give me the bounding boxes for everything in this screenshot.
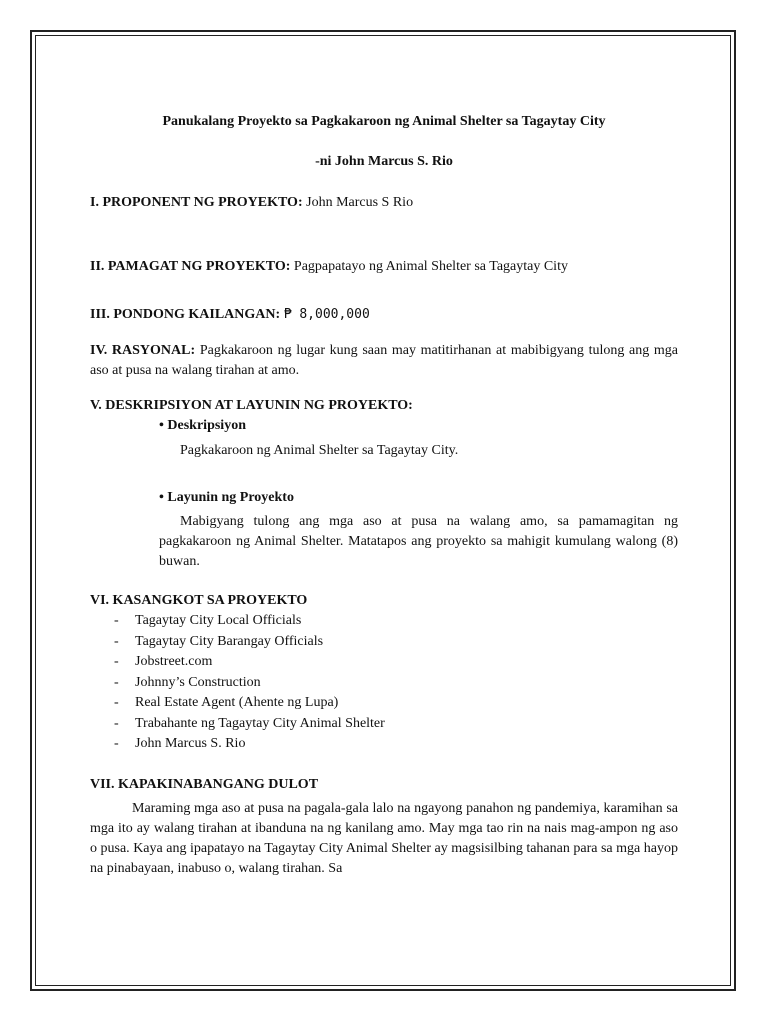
section-involved-heading: VI. KASANGKOT SA PROYEKTO [90,593,308,608]
section-title-label: II. PAMAGAT NG PROYEKTO: [90,259,291,274]
involved-list [90,611,678,755]
list-item: - Tagaytay City Barangay Officials [114,633,324,649]
goal-body: Mabigyang tulong ang mga aso at pusa na walang amo, sa pamamagitan ng pagkakaroon ng Animal Shelter. Matatapos ang proyekto sa mahigit kumulang walong (8) buwan. [159,514,678,569]
document-title: Panukalang Proyekto sa Pagkakaroon ng Animal Shelter sa Tagaytay City [162,114,606,129]
description-body: Pagkakaroon ng Animal Shelter sa Tagaytay City. [180,443,459,458]
list-item: - John Marcus S. Rio [114,736,246,751]
list-item: - Real Estate Agent (Ahente ng Lupa) [114,695,339,710]
section-title [90,257,678,277]
section-proponent [90,193,678,213]
section-rationale [90,341,678,381]
document-author: -ni John Marcus S. Rio [315,154,453,169]
list-item: - Tagaytay City Local Officials [114,613,302,628]
section-proponent-label: I. PROPONENT NG PROYEKTO: [90,195,303,210]
section-description-heading: V. DESKRIPSIYON AT LAYUNIN NG PROYEKTO: [90,398,413,413]
description-subheading: • Deskripsiyon [159,418,246,433]
list-item: - Jobstreet.com [114,654,213,669]
document-body [90,112,678,879]
section-funds [90,305,678,325]
list-item: - Johnny’s Construction [114,674,261,690]
list-item: - Trabahante ng Tagaytay City Animal Shelter [114,715,385,731]
section-proponent-value: John Marcus S Rio [306,195,414,210]
section-funds-value: ₱ 8,000,000 [283,307,370,322]
section-rationale-value: Pagkakaroon ng lugar kung saan may matitirhanan at mabibigyang tulong ang mga aso at pusa na walang tirahan at amo. [90,343,679,378]
goal-subheading: • Layunin ng Proyekto [159,490,294,505]
section-funds-label: III. PONDONG KAILANGAN: [90,307,281,322]
section-rationale-label: IV. RASYONAL: [90,343,196,358]
benefits-body: Maraming mga aso at pusa na pagala-gala lalo na ngayong panahon ng pandemiya, karamihan sa mga ito ay walang tirahan at ibanduna na ng kanilang amo. May mga tao rin na nais mag-ampon ng aso o pusa. Kaya ang ipapatayo na Tagaytay City Animal Shelter ay magsisilbing tahanan para sa mga hayop na pinabayaan, inabuso o, walang tirahan. Sa [90,800,678,876]
section-benefits-heading: VII. KAPAKINABANGANG DULOT [90,776,319,792]
section-title-value: Pagpapatayo ng Animal Shelter sa Tagaytay City [293,259,568,274]
